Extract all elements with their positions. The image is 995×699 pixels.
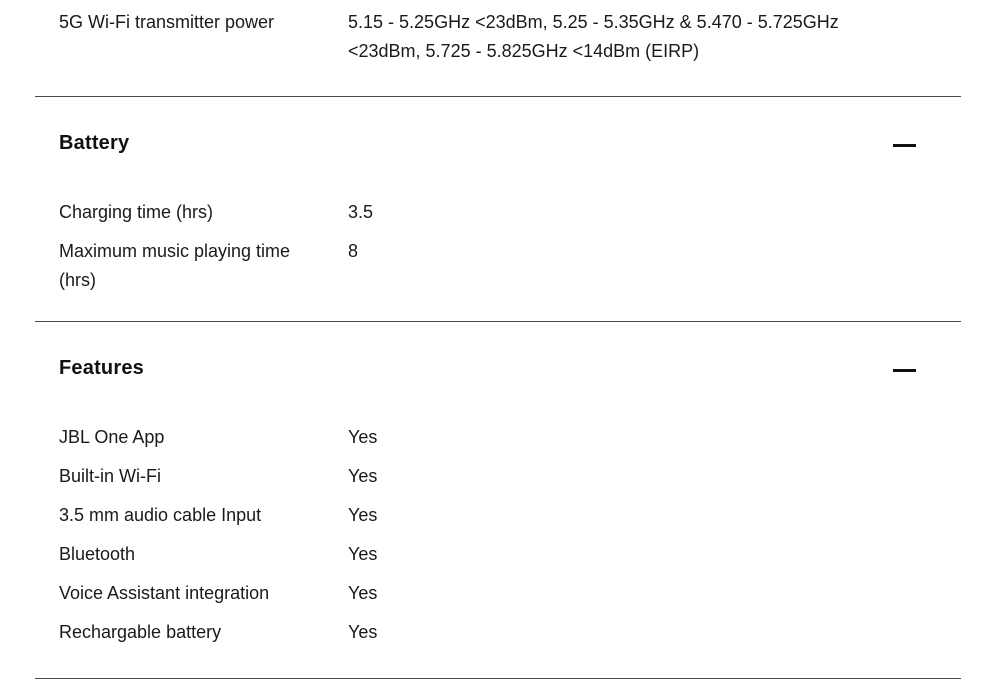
section-divider [35, 321, 961, 322]
spec-value: Yes [348, 622, 378, 642]
spec-value: 8 [348, 241, 359, 261]
spec-value: Yes [348, 544, 378, 564]
spec-row-audio-cable-input [59, 501, 908, 530]
spec-value: Yes [348, 583, 378, 603]
section-divider [35, 96, 961, 97]
spec-row-charging-time [59, 198, 908, 227]
section-divider [35, 678, 961, 679]
spec-row-built-in-wifi [59, 462, 908, 491]
minus-icon[interactable] [893, 144, 916, 147]
spec-label-line: (hrs) [59, 270, 96, 290]
spec-label: 5G Wi-Fi transmitter power [59, 12, 275, 32]
spec-row-max-music-time [59, 237, 908, 295]
spec-label: Charging time (hrs) [59, 202, 214, 222]
spec-label [59, 237, 348, 295]
spec-value: Yes [348, 427, 378, 447]
spec-value: Yes [348, 466, 378, 486]
section-title-battery: Battery [59, 132, 130, 154]
spec-value: 3.5 [348, 202, 374, 222]
minus-icon[interactable] [893, 369, 916, 372]
spec-label: Built-in Wi-Fi [59, 466, 161, 486]
spec-label: Rechargable battery [59, 622, 222, 642]
spec-row-rechargeable-battery [59, 618, 908, 647]
spec-value-line: <23dBm, 5.725 - 5.825GHz <14dBm (EIRP) [348, 41, 700, 61]
section-header-battery[interactable] [35, 119, 961, 173]
spec-value [348, 8, 908, 66]
spec-row-5g-wifi-power [59, 8, 908, 66]
spec-row-jbl-one-app [59, 423, 908, 452]
spec-value: Yes [348, 505, 378, 525]
spec-row-bluetooth [59, 540, 908, 569]
section-title-features: Features [59, 357, 144, 379]
section-header-features[interactable] [35, 344, 961, 398]
spec-label: JBL One App [59, 427, 165, 447]
spec-label: Voice Assistant integration [59, 583, 270, 603]
spec-label: 3.5 mm audio cable Input [59, 505, 262, 525]
spec-value-line: 5.15 - 5.25GHz <23dBm, 5.25 - 5.35GHz & 5.470 - 5.725GHz [348, 12, 839, 32]
spec-label: Bluetooth [59, 544, 136, 564]
spec-row-voice-assistant [59, 579, 908, 608]
spec-label-line: Maximum music playing time [59, 241, 291, 261]
